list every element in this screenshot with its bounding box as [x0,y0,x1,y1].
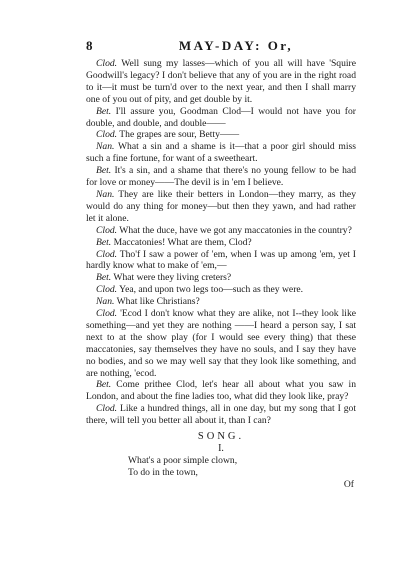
speaker-name: Clod. [96,284,118,296]
speech-text: Tho'f I saw a power of 'em, when I was up among 'em, yet I hardly know what to make of 'em,— [86,248,356,272]
stanza-number: I. [218,443,224,455]
dialogue-paragraph [86,225,356,237]
speech-text: I'll assure you, Goodman Clod—I would not have you for double, and double, and double—— [86,105,356,129]
speaker-name: Bet. [96,105,112,117]
dialogue-paragraph [86,237,356,249]
speech-text: What like Christians? [114,296,200,308]
page-number: 8 [86,38,93,53]
verse-line: To do in the town, [128,467,198,478]
dialogue-paragraph [86,403,356,427]
dialogue-paragraph [86,106,356,130]
dialogue-paragraph [86,308,356,379]
speech-text: Maccatonies! What are them, Clod? [111,236,252,248]
dialogue-paragraph [86,58,356,106]
page-body [86,58,356,491]
speaker-name: Nan. [96,188,115,200]
speech-text: Well sung my lasses—which of you all will have 'Squire Goodwill's legacy? I don't believe that any of you are in the right road to it—it must be turn'd over to the next year, and then I shall marry one of you out of pity, and get double by it. [86,58,356,105]
verse-line: What's a poor simple clown, [128,455,238,467]
dialogue-paragraph [86,284,356,296]
dialogue-paragraph [86,129,356,141]
speaker-name: Bet. [96,379,112,391]
speaker-name: Clod. [96,58,118,69]
speaker-name: Nan. [96,141,115,153]
speaker-name: Clod. [96,308,118,320]
dialogue-paragraph [86,296,356,308]
speech-text: They are like their betters in London—they marry, as they would do any thing for money—but then they yawn, and had rather let it alone. [86,188,356,224]
speaker-name: Nan. [96,296,115,308]
dialogue [86,58,356,427]
speaker-name: Bet. [96,165,112,177]
speaker-name: Clod. [96,248,118,260]
dialogue-paragraph [86,272,356,284]
speech-text: Yea, and upon two legs too—such as they were. [117,284,304,296]
speech-text: What the duce, have we got any maccatonies in the country? [117,224,352,236]
speech-text: It's a sin, and a shame that there's no young fellow to be had for love or money——The devil is in 'em I believe. [86,165,356,189]
page-header [86,38,356,54]
speech-text: What were they living creters? [111,272,232,284]
dialogue-paragraph [86,189,356,225]
running-title: MAY-DAY: Or, [178,38,294,53]
speaker-name: Bet. [96,272,112,284]
speech-text: 'Ecod I don't know what they are alike, not I--they look like something—and yet they are nothing ——I heard a person say, I sat next to at the show play (for I would see every thing) that these maccatonies, say themselves they have no souls, and I say they have no bodies, and so we may well say that they look like something, and are nothing, 'ecod. [86,308,356,379]
speaker-name: Clod. [96,403,118,415]
dialogue-paragraph [86,165,356,189]
song-title: SONG. [197,431,245,443]
speech-text: The grapes are sour, Betty—— [117,129,240,141]
speech-text: Come prithee Clod, let's hear all about what you saw in London, and about the fine ladies too, what did they look like, pray? [86,379,356,403]
speaker-name: Clod. [96,129,118,141]
speech-text: What a sin and a shame is it—that a poor girl should miss such a fine fortune, for want of a sweetheart. [86,141,356,165]
dialogue-paragraph [86,379,356,403]
catchword: Of [343,478,354,490]
speech-text: Like a hundred things, all in one day, but my song that I got there, will tell you better all about it, than I can? [86,403,356,427]
dialogue-paragraph [86,249,356,273]
dialogue-paragraph [86,141,356,165]
speaker-name: Bet. [96,236,112,248]
speaker-name: Clod. [96,224,118,236]
